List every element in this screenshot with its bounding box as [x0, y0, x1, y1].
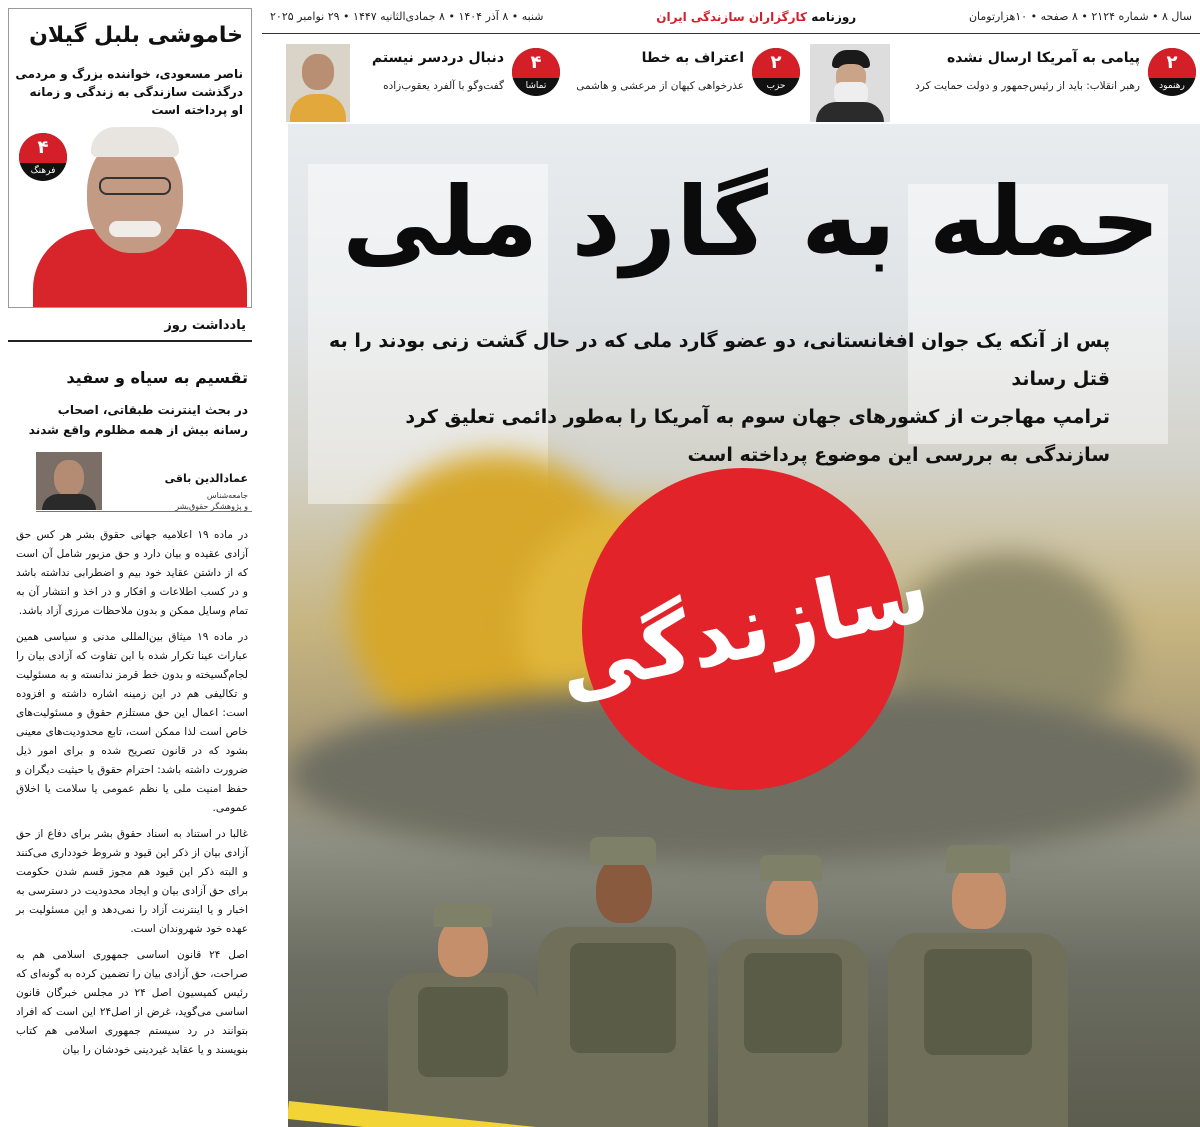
teaser-subtitle: گفت‌وگو با آلفرد یعقوب‌زاده — [383, 80, 504, 92]
teaser-subtitle: عذرخواهی کیهان از مرعشی و هاشمی — [576, 80, 744, 92]
lead-line: سازندگی به بررسی این موضوع پرداخته است — [687, 444, 1110, 466]
soldier-figure — [718, 827, 868, 1127]
paper-prefix: روزنامه — [811, 9, 857, 24]
page-number: ۴ — [19, 133, 67, 163]
page-number: ۴ — [512, 48, 560, 78]
lead-line: ترامپ مهاجرت از کشورهای جهان سوم به آمریکا را به‌طور دائمی تعلیق کرد — [405, 406, 1110, 428]
masthead — [262, 0, 1200, 34]
section-badge — [19, 133, 67, 181]
section-label: رهنمود — [1159, 81, 1185, 91]
section-badge — [1148, 48, 1196, 96]
issue-date: شنبه • ۸ آذر ۱۴۰۴ • ۸ جمادی‌الثانیه ۱۴۴۷ • ۲۹ نوامبر ۲۰۲۵ — [270, 10, 544, 23]
note-title: تقسیم به سیاه و سفید — [66, 368, 248, 387]
paragraph: در ماده ۱۹ میثاق بین‌المللی مدنی و سیاسی همین عبارات عینا تکرار شده با این تفاوت که آزادی بیان را لجام‌گسیخته و بدون خط قرمز ندانسته و به مسئولیت و تکالیفی هم در این زمینه اشاره داشته و افزوده است: اعمال این حق مستلزم حقوق و مسئولیت‌های خاص است لذا ممکن است، تابع محدودیت‌های معینی بشود که در قانون تصریح شده و برای امور ذیل ضرورت داشته باشد: احترام حقوق یا حیثیت دیگران و حفظ امنیت ملی یا نظم عمومی یا سلامت یا اخلاق عمومی. — [16, 631, 248, 814]
culture-subtitle: ناصر مسعودی، خواننده بزرگ و مردمی درگذشت سازندگی به زندگی و زمانه او پرداخته است — [15, 67, 243, 117]
logo-text: سازندگی — [548, 541, 938, 717]
left-column — [0, 0, 262, 1127]
teaser-title: دنبال دردسر نیستم — [371, 50, 504, 66]
teaser-row — [262, 36, 1200, 122]
lead-text — [290, 322, 1110, 474]
teaser-leader-message[interactable] — [810, 36, 1200, 122]
sazandegi-logo — [548, 468, 938, 790]
section-badge — [752, 48, 800, 96]
teaser-subtitle: رهبر انقلاب: باید از رئیس‌جمهور و دولت حمایت کرد — [915, 80, 1140, 92]
paragraph: غالبا در استناد به اسناد حقوق بشر برای دفاع از حق آزادی بیان از ذکر این قیود و شروط خودداری می‌کنند و البته ذکر این قیود هم مجوز قسم شدن حکومت برای حق آزادی بیان و ایجاد محدودیت در دسترسی به اخبار و یا اینترنت آزاد را نمی‌دهد و این مسئولیت بر عهده خود شهروندان است. — [16, 828, 248, 935]
paper-title: کارگزاران سازندگی ایران — [656, 9, 808, 24]
page-number: ۲ — [1148, 48, 1196, 78]
author-role-line: جامعه‌شناس — [206, 491, 248, 500]
author-photo — [36, 452, 102, 510]
paragraph: در ماده ۱۹ اعلامیه جهانی حقوق بشر هر کس حق آزادی عقیده و بیان دارد و حق مزبور شامل آن است که از داشتن عقاید خود بیم و اضطرابی نداشته باشد و در کسب اطلاعات و افکار و در اخذ و انتشار آن به تمام وسایل ممکن و بدون ملاحظات مرزی آزاد باشد. — [16, 529, 248, 617]
main-photo — [288, 124, 1200, 1127]
soldier-figure — [538, 807, 708, 1127]
note-body — [16, 526, 248, 1067]
issue-info: سال ۸ • شماره ۲۱۲۴ • ۸ صفحه • ۱۰هزارتومان — [968, 10, 1192, 23]
author-box — [36, 452, 252, 512]
section-label: حزب — [766, 81, 786, 91]
main-headline: حمله به گارد ملی — [342, 166, 1160, 278]
page-number: ۲ — [752, 48, 800, 78]
soldier-figure — [888, 817, 1068, 1127]
note-section-header: یادداشت روز — [8, 318, 252, 342]
soldier-figure — [388, 877, 538, 1127]
author-role — [175, 490, 248, 512]
leader-portrait — [810, 44, 890, 122]
author-name: عمادالدین باقی — [164, 472, 248, 485]
section-badge — [512, 48, 560, 96]
teaser-title: اعتراف به خطا — [641, 50, 744, 66]
section-label: فرهنگ — [30, 166, 56, 176]
interviewee-portrait — [286, 44, 350, 122]
lead-line: پس از آنکه یک جوان افغانستانی، دو عضو گارد ملی که در حال گشت زنی بودند را به قتل رساند — [329, 330, 1110, 390]
note-subtitle: در بحث اینترنت طبقاتی، اصحاب رسانه بیش از همه مظلوم واقع شدند — [28, 403, 248, 437]
author-role-line: و پژوهشگر حقوق‌بشر — [175, 502, 248, 511]
section-label: تماشا — [525, 81, 547, 91]
teaser-admission[interactable] — [570, 36, 800, 122]
paragraph: اصل ۲۴ قانون اساسی جمهوری اسلامی هم به صراحت، حق آزادی بیان را تضمین کرده به گونه‌ای که رئیس کمیسیون اصل ۲۴ در مجلس خبرگان قانون اساسی می‌گوید، غرض از اصل۲۴ این است که افراد بتوانند در رد سیستم جمهوری اسلامی هم کتاب بنویسند و یا عقاید غیردینی خودشان را بیان — [16, 949, 248, 1056]
paper-name — [656, 10, 856, 24]
culture-teaser[interactable] — [8, 8, 252, 308]
teaser-title: پیامی به آمریکا ارسال نشده — [946, 50, 1140, 66]
teaser-interview[interactable] — [262, 36, 560, 122]
culture-title: خاموشی بلبل گیلان — [29, 23, 243, 48]
